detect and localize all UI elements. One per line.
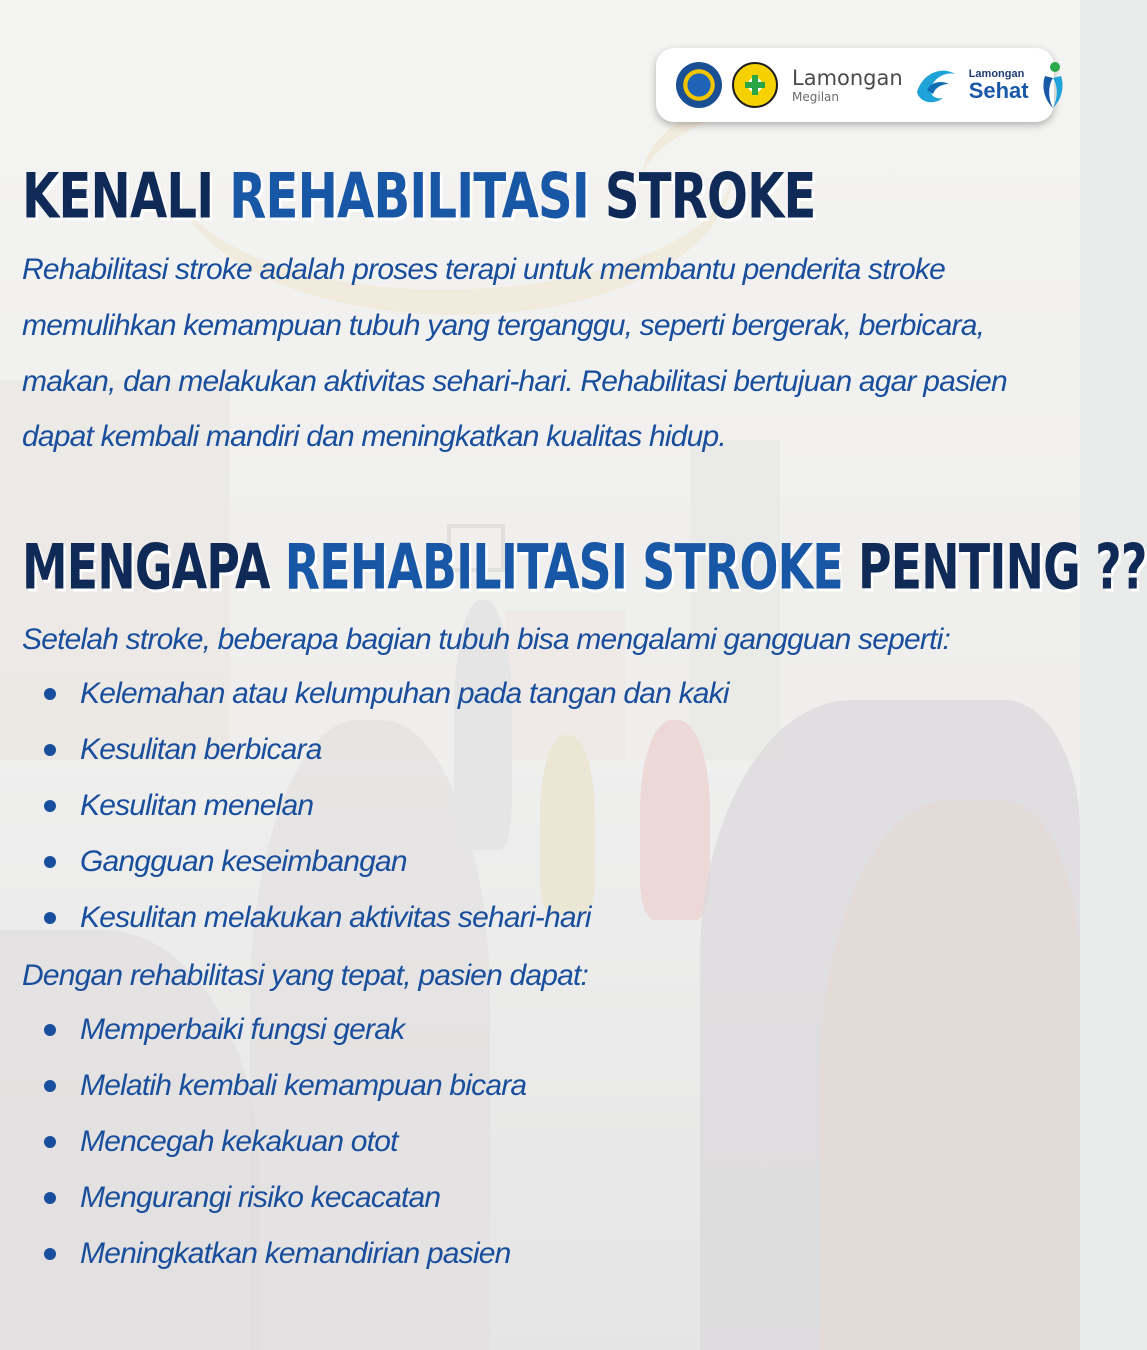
bullet-icon [44,1024,56,1036]
list-item-text: Melatih kembali kemampuan bicara [80,1069,527,1102]
list-item [44,722,729,778]
list-item-text: Kelemahan atau kelumpuhan pada tangan dan kaki [80,677,729,710]
symptoms-list [44,666,729,946]
bullet-icon [44,1080,56,1092]
sehat-figure-icon [1039,60,1067,110]
lamongan-sehat-small-text: Lamongan [968,67,1025,80]
intro-paragraph: Rehabilitasi stroke adalah proses terapi untuk membantu penderita stroke memulihkan kemampuan tubuh yang terganggu, seperti bergerak, berbicara, makan, dan melakukan aktivitas sehari-hari. Rehabilitasi bertujuan agar pasien dapat kembali mandiri dan meningkatkan kualitas hidup. [22,253,1007,454]
title-accent-text: REHABILITASI STROKE [284,530,843,604]
list-item-text: Kesulitan berbicara [80,733,322,766]
list-item [44,1114,526,1170]
list-item [44,890,729,946]
bullet-icon [44,688,56,700]
list-item [44,778,729,834]
list-item [44,1226,526,1282]
bullet-icon [44,912,56,924]
lamongan-sehat-logo [969,69,1029,102]
list-item-text: Meningkatkan kemandirian pasien [80,1237,511,1270]
benefits-list [44,1002,526,1282]
title-text: STROKE [588,159,816,233]
list-item-text: Gangguan keseimbangan [80,845,407,878]
list-item-text: Mengurangi risiko kecacatan [80,1181,441,1214]
list-item [44,1002,526,1058]
section-title-kenali [22,159,816,233]
list-item [44,834,729,890]
bullet-icon [44,744,56,756]
lamongan-megilan-main-text: Lamongan [792,65,903,90]
rumah-sakit-seal-icon [732,62,778,108]
bullet-icon [44,1136,56,1148]
bullet-icon [44,1248,56,1260]
section-title-mengapa [22,530,1147,604]
list-item-text: Mencegah kekakuan otot [80,1125,398,1158]
wave-dolphin-icon [913,62,959,108]
title-text: MENGAPA [22,530,285,604]
list-item-text: Kesulitan menelan [80,789,314,822]
list-item-text: Kesulitan melakukan aktivitas sehari-hari [80,901,591,934]
lamongan-megilan-sub-text: Megilan [792,89,839,104]
bullet-icon [44,856,56,868]
lamongan-sehat-big-text: Sehat [968,77,1029,103]
symptoms-lead-text: Setelah stroke, beberapa bagian tubuh bisa mengalami gangguan seperti: [22,623,951,656]
title-accent-text: REHABILITASI [229,159,589,233]
list-item-text: Memperbaiki fungsi gerak [80,1013,405,1046]
list-item [44,1170,526,1226]
title-text: KENALI [22,159,230,233]
bullet-icon [44,800,56,812]
bullet-icon [44,1192,56,1204]
list-item [44,666,729,722]
list-item [44,1058,526,1114]
logo-bar [656,48,1054,122]
lamongan-megilan-logo [792,65,903,104]
title-text: PENTING ?? [842,530,1147,604]
kabupaten-lamongan-seal-icon [676,62,722,108]
benefits-lead-text: Dengan rehabilitasi yang tepat, pasien dapat: [22,959,589,992]
